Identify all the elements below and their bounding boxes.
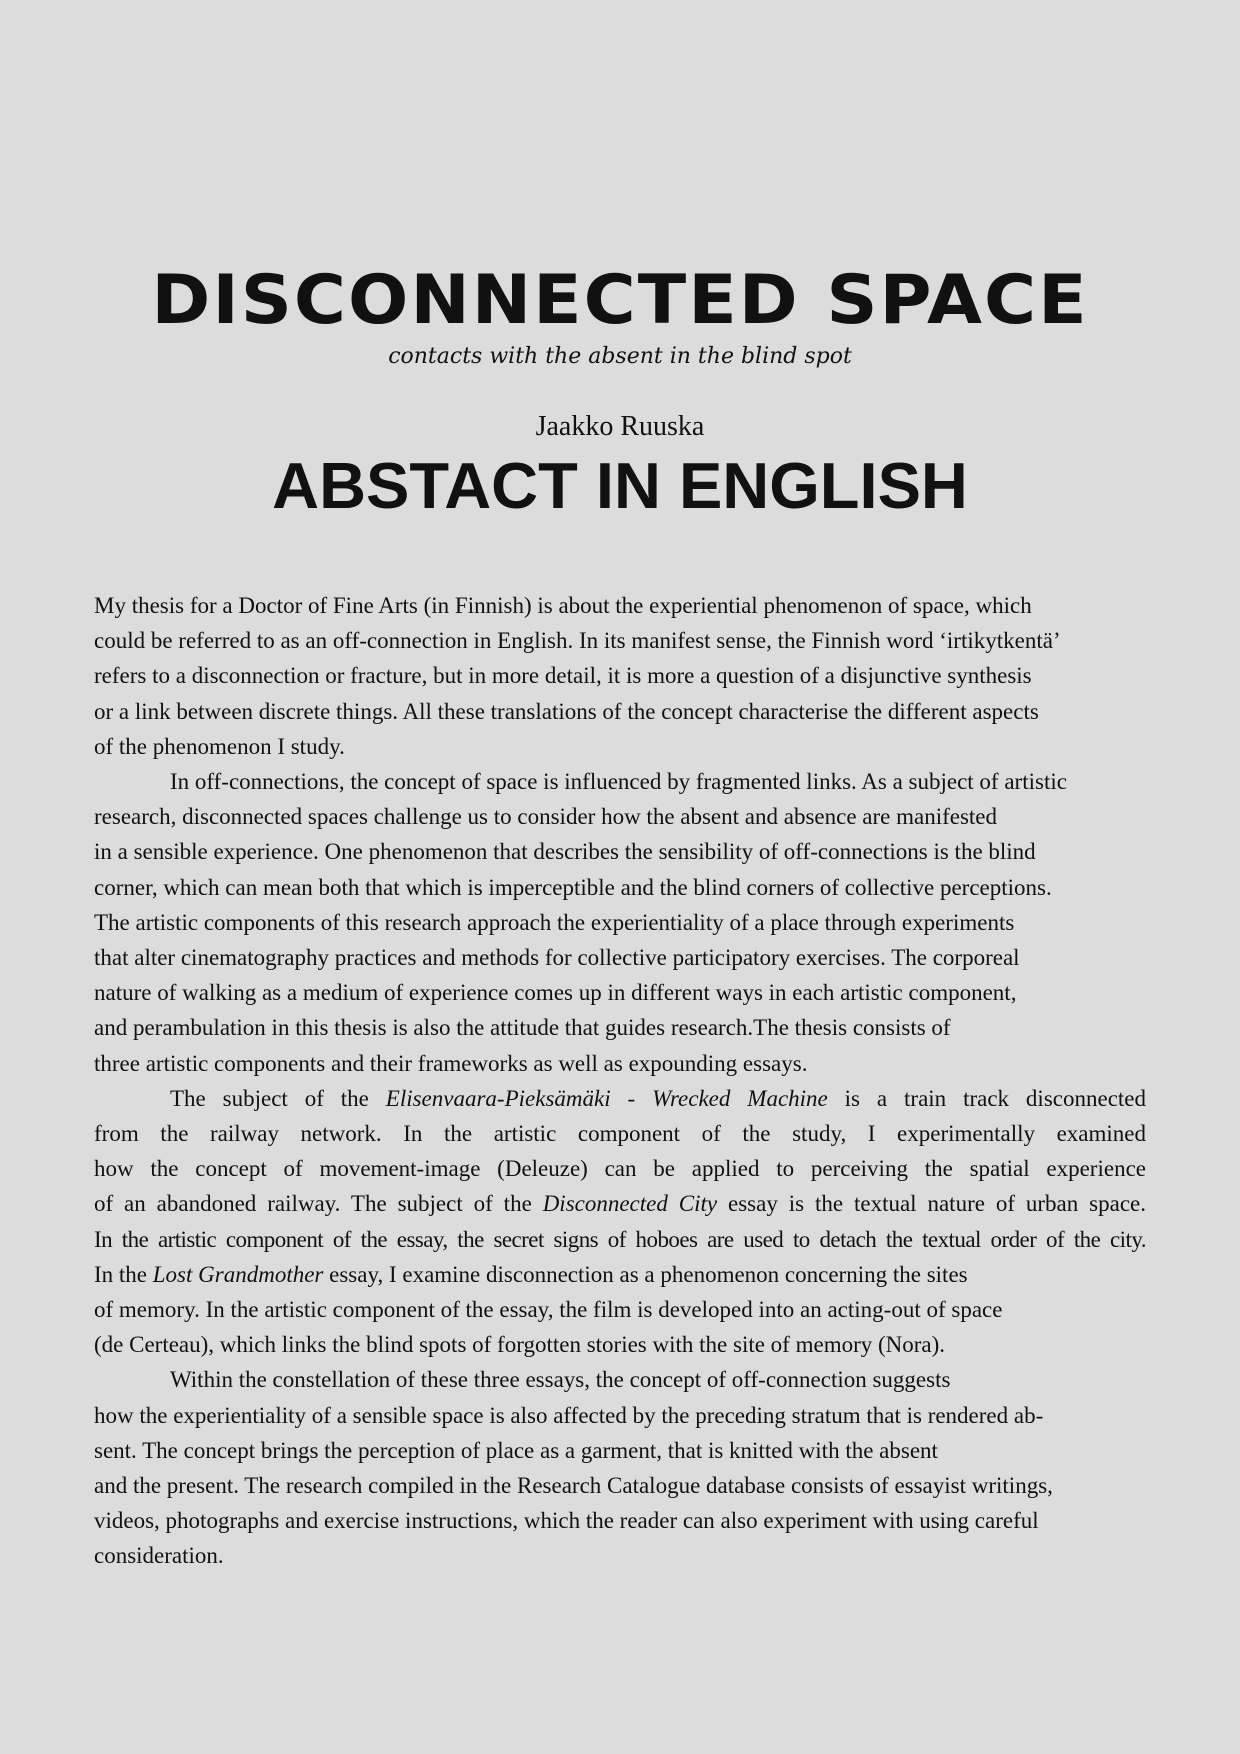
text-line: in a sensible experience. One phenomenon that describes the sensibility of off-connections is the blind — [94, 839, 1036, 865]
work-title-disconnected-city: Disconnected City — [542, 1191, 718, 1217]
text-run: The subject of the — [170, 1085, 386, 1111]
text-line — [94, 1081, 1146, 1116]
text-line: of memory. In the artistic component of the essay, the film is developed into an acting-out of space — [94, 1297, 1003, 1323]
text-line: research, disconnected spaces challenge us to consider how the absent and absence are manifested — [94, 804, 998, 830]
text-line: corner, which can mean both that which is imperceptible and the blind corners of collective perceptions. — [94, 874, 1052, 900]
text-line: three artistic components and their frameworks as well as expounding essays. — [94, 1050, 808, 1076]
abstract-paragraph-2 — [94, 764, 1146, 1081]
text-line: how the concept of movement-image (Deleuze) can be applied to perceiving the spatial experience — [94, 1156, 1146, 1182]
document-subtitle: contacts with the absent in the blind spot — [388, 344, 852, 369]
text-line: In off-connections, the concept of space is influenced by fragmented links. As a subject of artistic — [170, 769, 1067, 795]
text-run: In the — [94, 1261, 153, 1287]
text-line: how the experientiality of a sensible space is also affected by the preceding stratum that is rendered ab- — [94, 1402, 1044, 1428]
work-title-lost-grandmother: Lost Grandmother — [152, 1261, 324, 1287]
document-title: DISCONNECTED SPACE — [151, 260, 1089, 339]
abstract-paragraph-4 — [94, 1362, 1146, 1573]
author-name: Jaakko Ruuska — [535, 411, 705, 442]
text-run: of an abandoned railway. The subject of the — [94, 1191, 543, 1217]
text-line: nature of walking as a medium of experience comes up in different ways in each artistic component, — [94, 980, 1017, 1006]
text-line: of the phenomenon I study. — [94, 733, 345, 759]
text-line: videos, photographs and exercise instructions, which the reader can also experiment with using careful — [94, 1508, 1039, 1534]
text-line: or a link between discrete things. All these translations of the concept characterise the different aspects — [94, 698, 1039, 724]
work-title-elisenvaara: Elisenvaara-Pieksämäki - Wrecked Machine — [385, 1085, 828, 1111]
text-line: (de Certeau), which links the blind spots of forgotten stories with the site of memory (Nora). — [94, 1332, 946, 1358]
text-line: My thesis for a Doctor of Fine Arts (in Finnish) is about the experiential phenomenon of space, which — [94, 593, 1032, 618]
text-line: and perambulation in this thesis is also the attitude that guides research.The thesis consists of — [94, 1015, 951, 1041]
text-run: essay, I examine disconnection as a phenomenon concerning the sites — [323, 1261, 968, 1287]
text-line: Within the constellation of these three essays, the concept of off-connection suggests — [170, 1367, 951, 1393]
text-line: from the railway network. In the artistic component of the study, I experimentally examined — [94, 1121, 1146, 1147]
text-line: sent. The concept brings the perception of place as a garment, that is knitted with the absent — [94, 1437, 938, 1463]
text-line: refers to a disconnection or fracture, but in more detail, it is more a question of a disjunctive synthesis — [94, 663, 1032, 689]
abstract-paragraph-3 — [94, 1081, 1146, 1363]
text-line: that alter cinematography practices and methods for collective participatory exercises. The corporeal — [94, 945, 1020, 971]
text-run: essay is the textual nature of urban space. — [717, 1191, 1146, 1217]
abstract-paragraph-1 — [94, 588, 1146, 764]
text-line: In the artistic component of the essay, the secret signs of hoboes are used to detach the textual order of the city. — [94, 1226, 1146, 1252]
text-line: The artistic components of this research approach the experientiality of a place through experiments — [94, 909, 1015, 935]
text-line — [94, 1186, 1146, 1221]
text-line: and the present. The research compiled in the Research Catalogue database consists of essayist writings, — [94, 1473, 1053, 1499]
abstract-body — [94, 588, 1146, 1574]
text-line: consideration. — [94, 1543, 224, 1569]
text-line: could be referred to as an off-connection in English. In its manifest sense, the Finnish word ‘irtikytkentä’ — [94, 628, 1061, 654]
text-run: is a train track disconnected — [827, 1085, 1146, 1111]
section-heading: ABSTACT IN ENGLISH — [272, 449, 968, 522]
text-line — [94, 1257, 1146, 1292]
